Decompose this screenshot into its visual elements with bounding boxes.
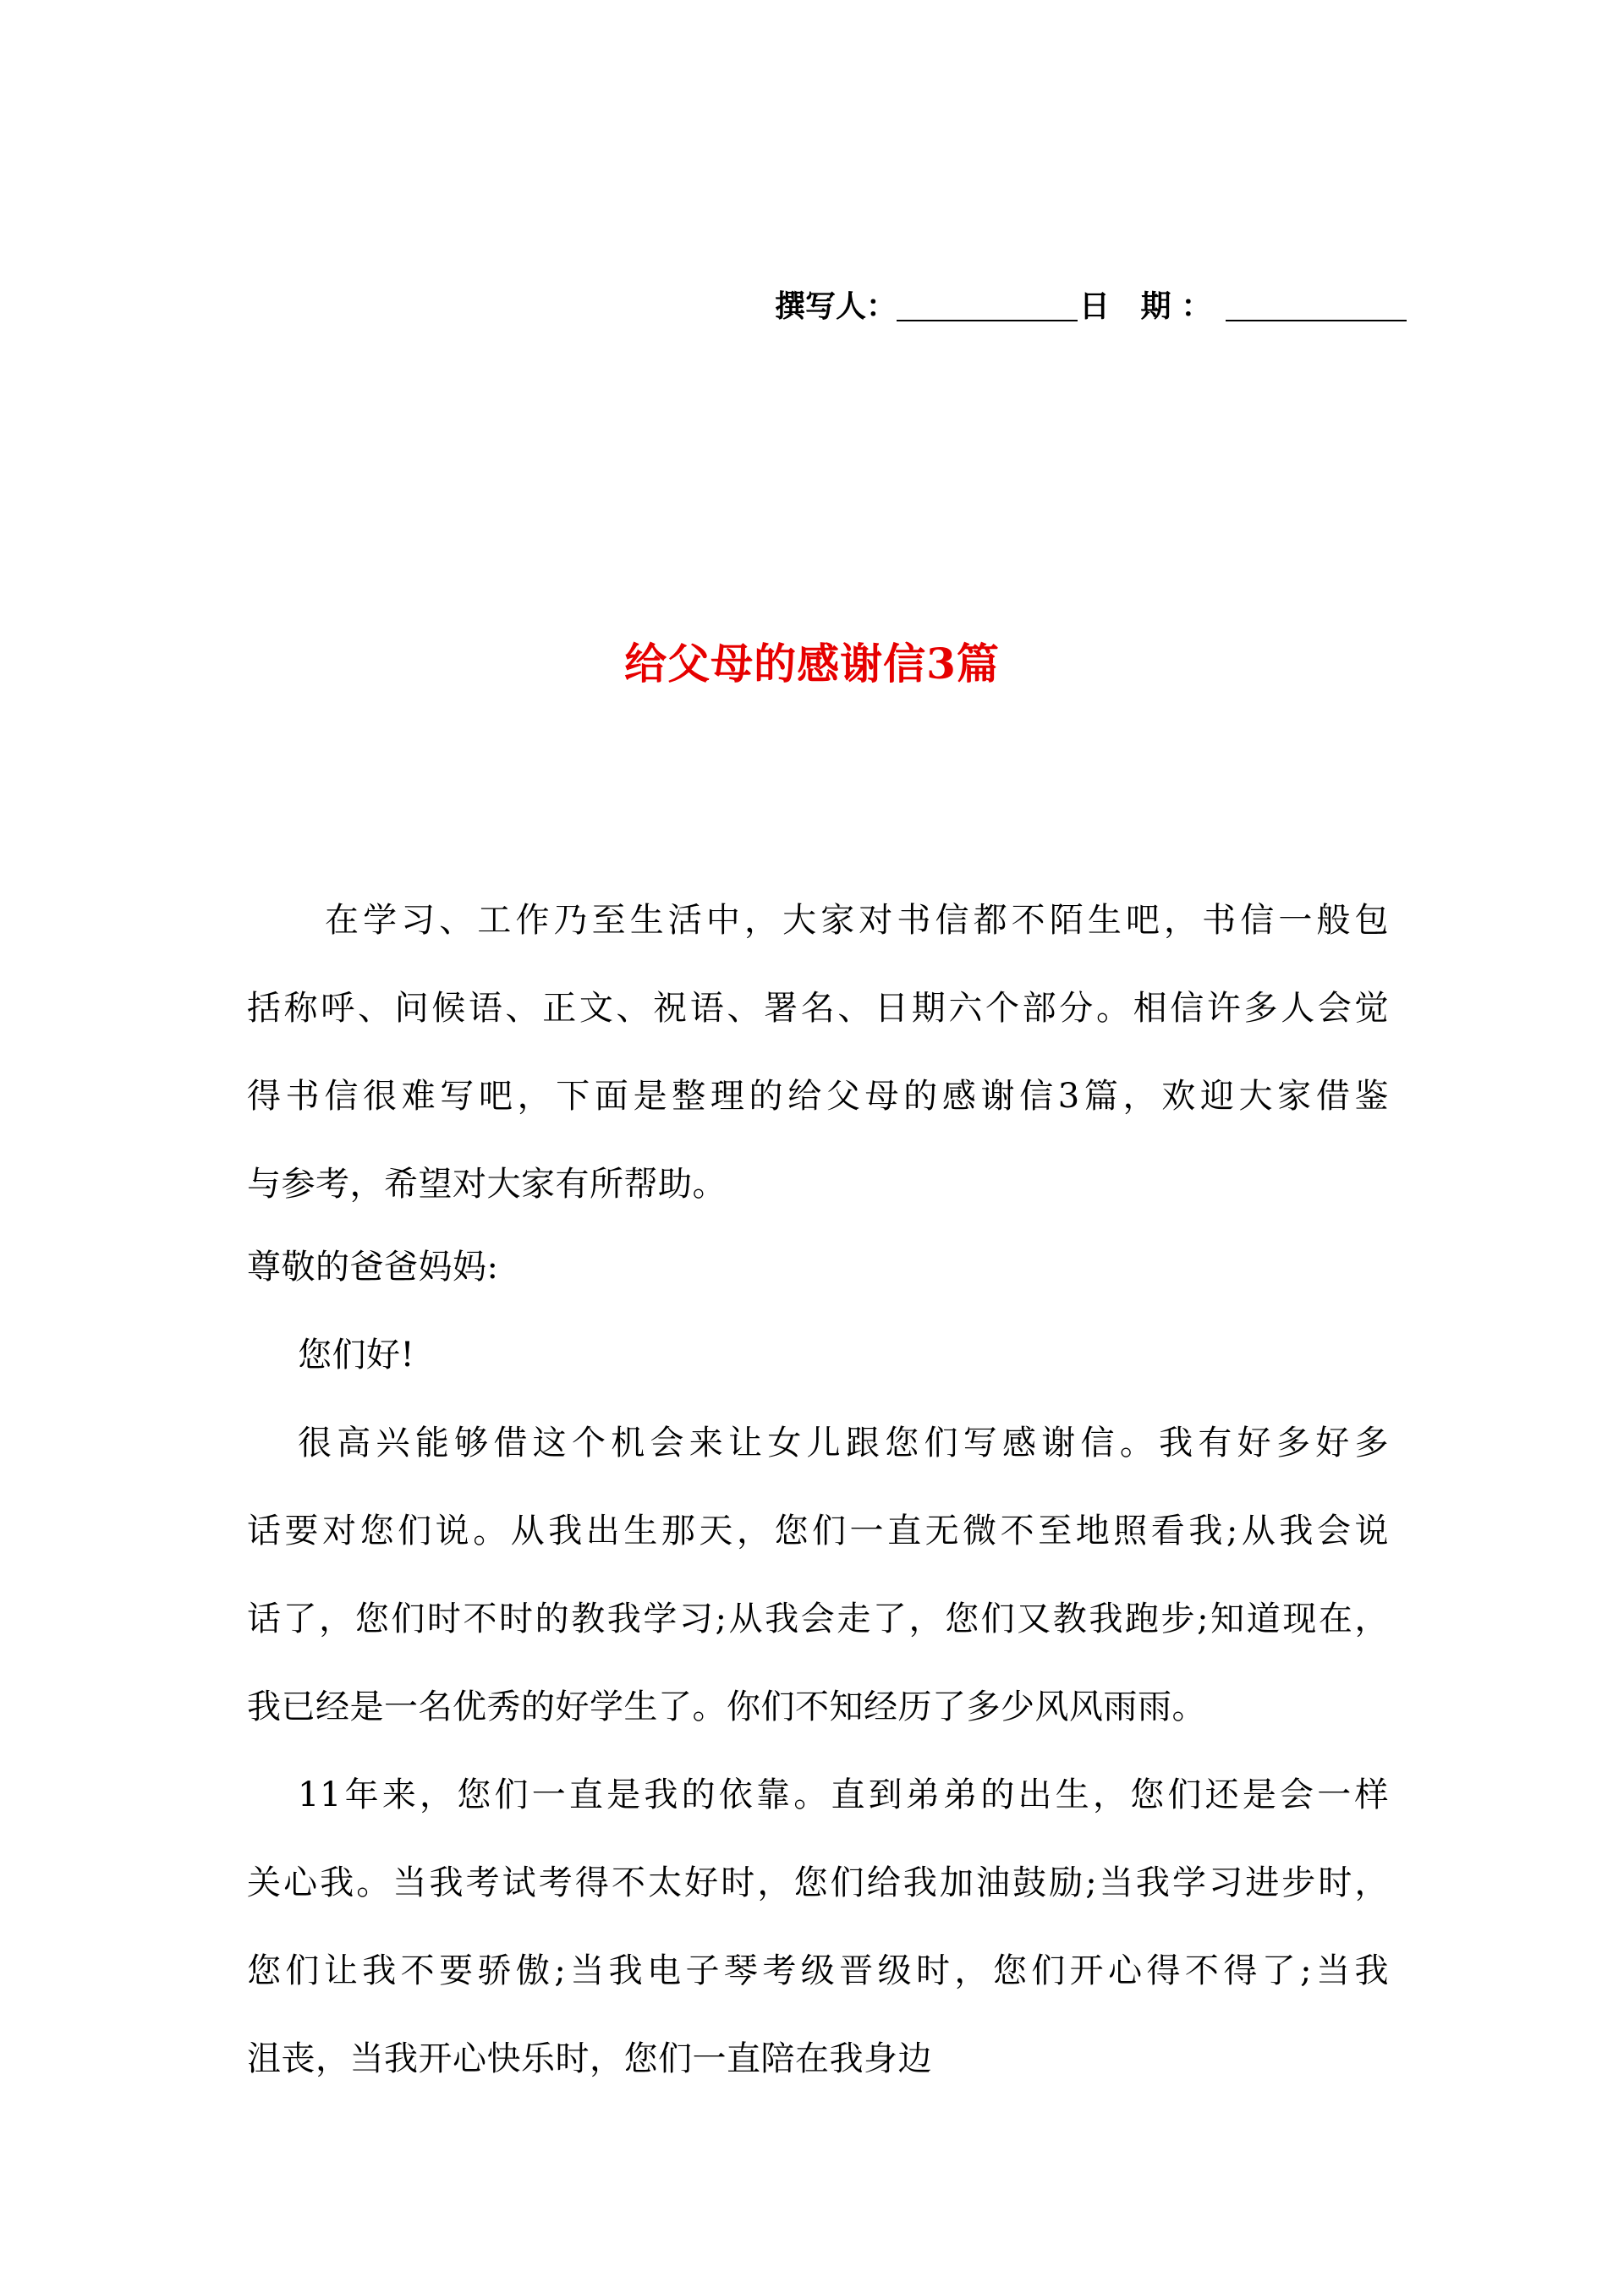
document-title: 给父母的感谢信3篇: [624, 639, 1000, 689]
paragraph-intro-line: 在学习、工作乃至生活中，大家对书信都不陌生吧，书信一般包: [325, 901, 1389, 940]
date-blank-field[interactable]: [1226, 283, 1407, 321]
author-date-line: [775, 283, 1387, 330]
paragraph-letter-line: 我已经是一名优秀的好学生了。你们不知经历了多少风风雨雨。: [247, 1688, 1206, 1726]
paragraph-intro-line: 与参考，希望对大家有所帮助。: [247, 1165, 727, 1204]
paragraph-intro-line: 得书信很难写吧，下面是整理的给父母的感谢信3篇，欢迎大家借鉴: [247, 1077, 1389, 1116]
writer-blank-field[interactable]: [897, 283, 1078, 321]
paragraph-letter-line: 沮丧，当我开心快乐时，您们一直陪在我身边: [247, 2039, 932, 2078]
writer-label: 撰写人：: [775, 288, 897, 324]
salutation: 尊敬的爸爸妈妈:: [247, 1248, 499, 1287]
paragraph-letter-line: 话了，您们时不时的教我学习;从我会走了，您们又教我跑步;知道现在，: [247, 1600, 1389, 1638]
paragraph-letter-line: 话要对您们说。从我出生那天，您们一直无微不至地照看我;从我会说: [247, 1512, 1389, 1550]
paragraph-intro-line: 括称呼、问候语、正文、祝语、署名、日期六个部分。相信许多人会觉: [247, 989, 1389, 1028]
greeting: 您们好!: [298, 1336, 415, 1375]
paragraph-letter-line: 11年来，您们一直是我的依靠。直到弟弟的出生，您们还是会一样: [298, 1775, 1389, 1814]
paragraph-letter-line: 您们让我不要骄傲;当我电子琴考级晋级时，您们开心得不得了;当我: [247, 1951, 1389, 1990]
date-label: 日 期：: [1079, 288, 1222, 324]
paragraph-letter-line: 关心我。当我考试考得不太好时，您们给我加油鼓励;当我学习进步时，: [247, 1863, 1389, 1902]
paragraph-letter-line: 很高兴能够借这个机会来让女儿跟您们写感谢信。我有好多好多: [298, 1424, 1389, 1463]
